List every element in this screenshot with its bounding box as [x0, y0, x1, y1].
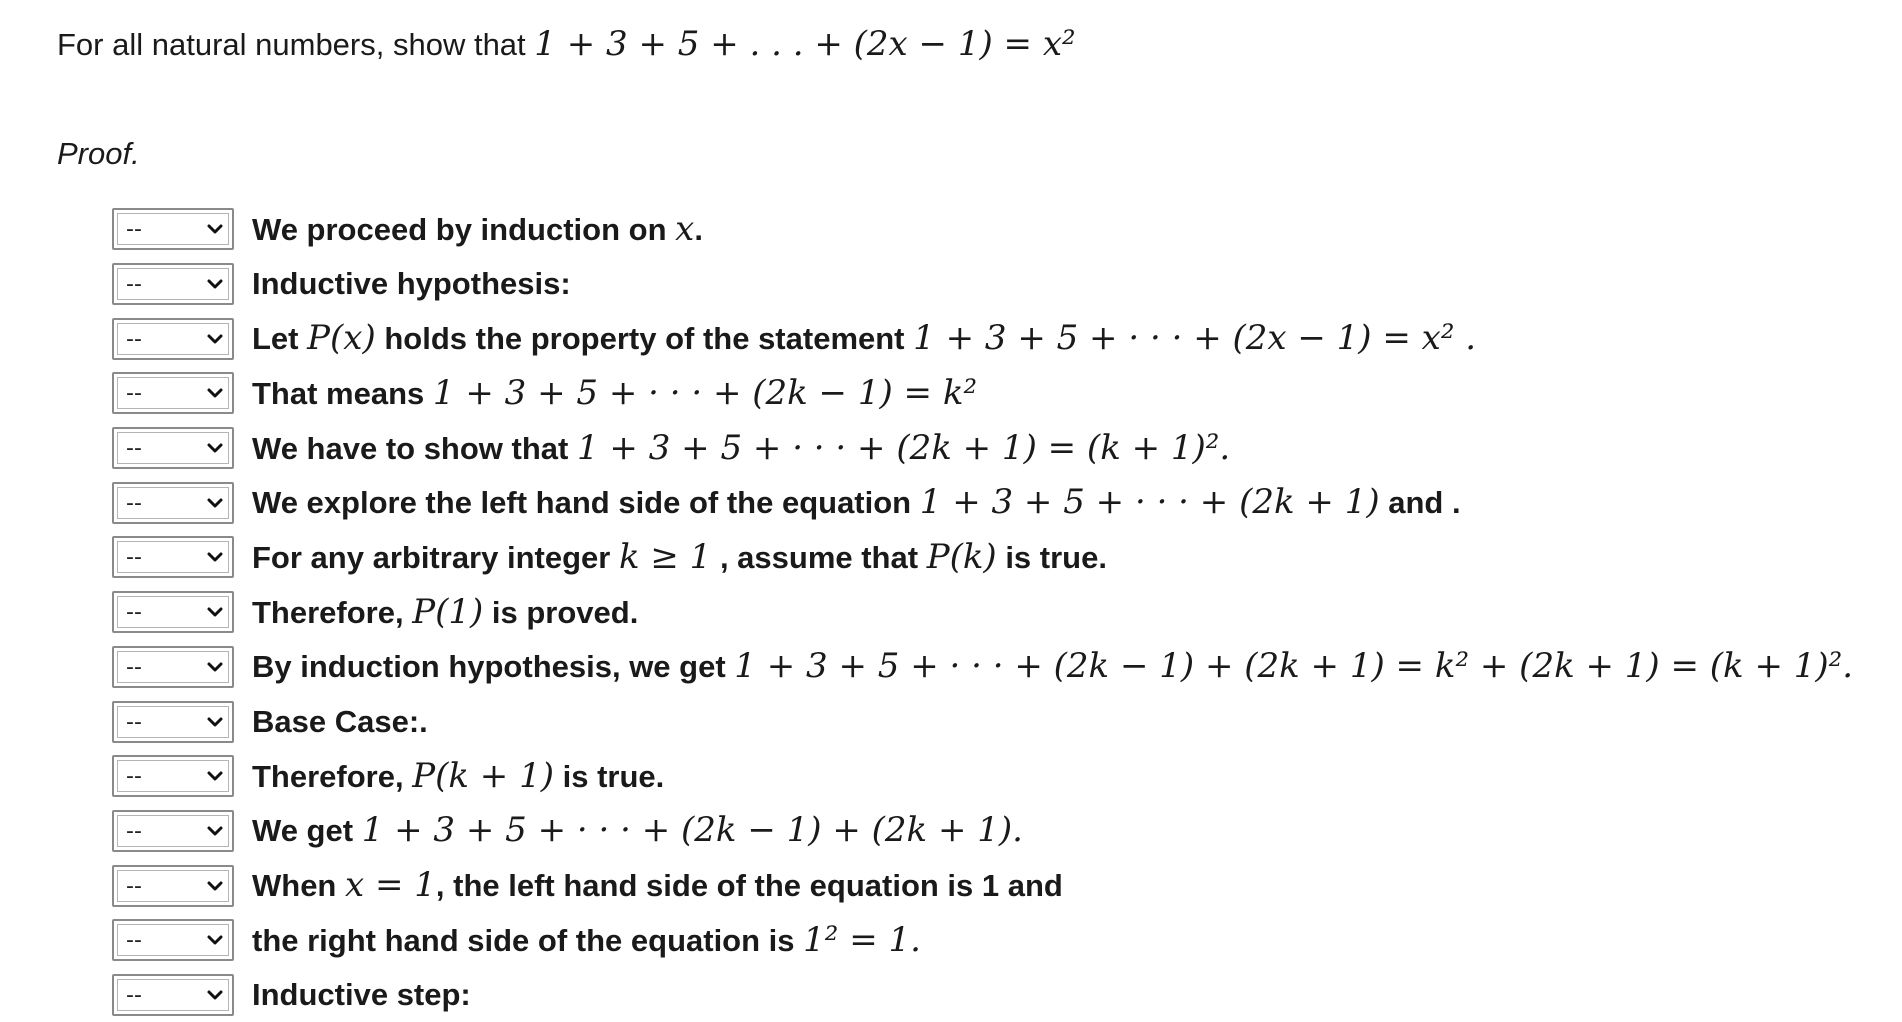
step-text: Let: [252, 321, 299, 357]
proof-step-statement: [252, 535, 1107, 580]
proof-step-statement: [252, 590, 638, 635]
order-dropdown-value: --: [126, 381, 142, 407]
chevron-down-icon: [206, 384, 224, 402]
order-dropdown[interactable]: [112, 646, 234, 688]
order-dropdown[interactable]: [112, 318, 234, 360]
proof-step-row: [112, 694, 1853, 749]
step-text: Therefore,: [252, 594, 404, 630]
step-suffix: and .: [1379, 485, 1461, 521]
step-text: That means: [252, 375, 425, 411]
step-math: P(x): [307, 318, 376, 359]
proof-step-row: [112, 749, 1853, 804]
order-dropdown-value: --: [126, 764, 142, 790]
step-text: We explore the left hand side of the equation: [252, 485, 912, 521]
step-math: 1 + 3 + 5 + · · · + (2k − 1) + (2k + 1) = k² + (2k + 1) = (k + 1)².: [734, 646, 1854, 687]
proof-step-statement: [252, 700, 428, 744]
order-dropdown-value: --: [126, 982, 142, 1008]
order-dropdown[interactable]: [112, 372, 234, 414]
step-text: For any arbitrary integer: [252, 539, 611, 575]
order-dropdown-value: --: [126, 818, 142, 844]
order-dropdown-value: --: [126, 928, 142, 954]
proof-step-statement: [252, 918, 921, 963]
order-dropdown[interactable]: [112, 919, 234, 961]
order-dropdown[interactable]: [112, 810, 234, 852]
step-text: Base Case:.: [252, 703, 428, 739]
step-text: , assume that: [719, 539, 919, 575]
chevron-down-icon: [206, 220, 224, 238]
step-math: P(1): [412, 591, 484, 632]
proof-step-row: [112, 585, 1853, 640]
order-dropdown[interactable]: [112, 536, 234, 578]
order-dropdown[interactable]: [112, 482, 234, 524]
chevron-down-icon: [206, 931, 224, 949]
chevron-down-icon: [206, 439, 224, 457]
proof-label: Proof.: [57, 136, 140, 171]
order-dropdown-value: --: [126, 217, 142, 243]
chevron-down-icon: [206, 548, 224, 566]
order-dropdown[interactable]: [112, 208, 234, 250]
order-dropdown[interactable]: [112, 427, 234, 469]
step-math: P(k): [926, 536, 997, 577]
step-math: 1 + 3 + 5 + · · · + (2k − 1) + (2k + 1).: [361, 810, 1023, 851]
step-text: We get: [252, 813, 354, 849]
step-text: holds the property of the statement: [384, 321, 905, 357]
proof-step-statement: [252, 371, 977, 416]
chevron-down-icon: [206, 767, 224, 785]
order-dropdown-value: --: [126, 545, 142, 571]
order-dropdown-value: --: [126, 873, 142, 899]
question-equation: 1 + 3 + 5 + . . . + (2x − 1) = x²: [534, 24, 1076, 64]
order-dropdown-value: --: [126, 436, 142, 462]
step-text: By induction hypothesis, we get: [252, 649, 726, 685]
order-dropdown[interactable]: [112, 591, 234, 633]
proof-step-statement: [252, 754, 664, 799]
proof-step-statement: [252, 316, 1476, 361]
chevron-down-icon: [206, 330, 224, 348]
chevron-down-icon: [206, 658, 224, 676]
step-suffix: , the left hand side of the equation is 1 and: [435, 868, 1063, 904]
proof-step-statement: [252, 973, 471, 1017]
order-dropdown[interactable]: [112, 263, 234, 305]
order-dropdown[interactable]: [112, 974, 234, 1016]
chevron-down-icon: [206, 713, 224, 731]
step-math: 1 + 3 + 5 + · · · + (2x − 1) = x² .: [913, 318, 1477, 359]
proof-step-row: [112, 804, 1853, 859]
step-text: Inductive step:: [252, 976, 471, 1012]
step-text: Therefore,: [252, 758, 404, 794]
order-dropdown[interactable]: [112, 865, 234, 907]
step-math: P(k + 1): [412, 755, 554, 796]
step-math: 1 + 3 + 5 + · · · + (2k + 1) = (k + 1)².: [576, 427, 1231, 468]
proof-step-statement: [252, 644, 1853, 689]
proof-step-statement: [252, 480, 1461, 525]
step-math: x = 1: [345, 865, 436, 906]
step-suffix: is true.: [996, 539, 1107, 575]
step-suffix: .: [694, 211, 703, 247]
proof-step-row: [112, 530, 1853, 585]
order-dropdown-value: --: [126, 272, 142, 298]
chevron-down-icon: [206, 877, 224, 895]
step-math: k ≥ 1: [618, 536, 712, 577]
order-dropdown-value: --: [126, 654, 142, 680]
question-prefix: For all natural numbers, show that: [57, 27, 526, 62]
proof-step-row: [112, 913, 1853, 968]
proof-step-row: [112, 311, 1853, 366]
order-dropdown-value: --: [126, 600, 142, 626]
order-dropdown-value: --: [126, 490, 142, 516]
step-text: When: [252, 868, 337, 904]
proof-step-row: [112, 421, 1853, 476]
question-text: [57, 22, 1076, 67]
proof-step-row: [112, 257, 1853, 312]
proof-step-row: [112, 366, 1853, 421]
proof-step-row: [112, 640, 1853, 695]
step-text: the right hand side of the equation is: [252, 922, 795, 958]
step-suffix: is proved.: [483, 594, 639, 630]
proof-step-statement: [252, 863, 1063, 908]
step-text: Inductive hypothesis:: [252, 266, 571, 302]
step-suffix: is true.: [553, 758, 665, 794]
proof-step-row: [112, 858, 1853, 913]
step-text: We have to show that: [252, 430, 569, 466]
proof-step-statement: [252, 808, 1023, 853]
step-math: 1 + 3 + 5 + · · · + (2k + 1): [919, 482, 1380, 523]
proof-step-statement: [252, 207, 703, 252]
proof-step-row: [112, 475, 1853, 530]
step-math: x: [675, 208, 695, 249]
step-math: 1² = 1.: [803, 919, 921, 960]
step-math: 1 + 3 + 5 + · · · + (2k − 1) = k²: [432, 372, 978, 413]
chevron-down-icon: [206, 603, 224, 621]
chevron-down-icon: [206, 275, 224, 293]
proof-step-statement: [252, 262, 571, 306]
chevron-down-icon: [206, 494, 224, 512]
step-text: We proceed by induction on: [252, 211, 667, 247]
proof-steps-list: [112, 202, 1853, 1022]
order-dropdown[interactable]: [112, 755, 234, 797]
chevron-down-icon: [206, 822, 224, 840]
order-dropdown-value: --: [126, 326, 142, 352]
proof-step-statement: [252, 426, 1230, 471]
proof-step-row: [112, 202, 1853, 257]
order-dropdown-value: --: [126, 709, 142, 735]
order-dropdown[interactable]: [112, 701, 234, 743]
chevron-down-icon: [206, 986, 224, 1004]
